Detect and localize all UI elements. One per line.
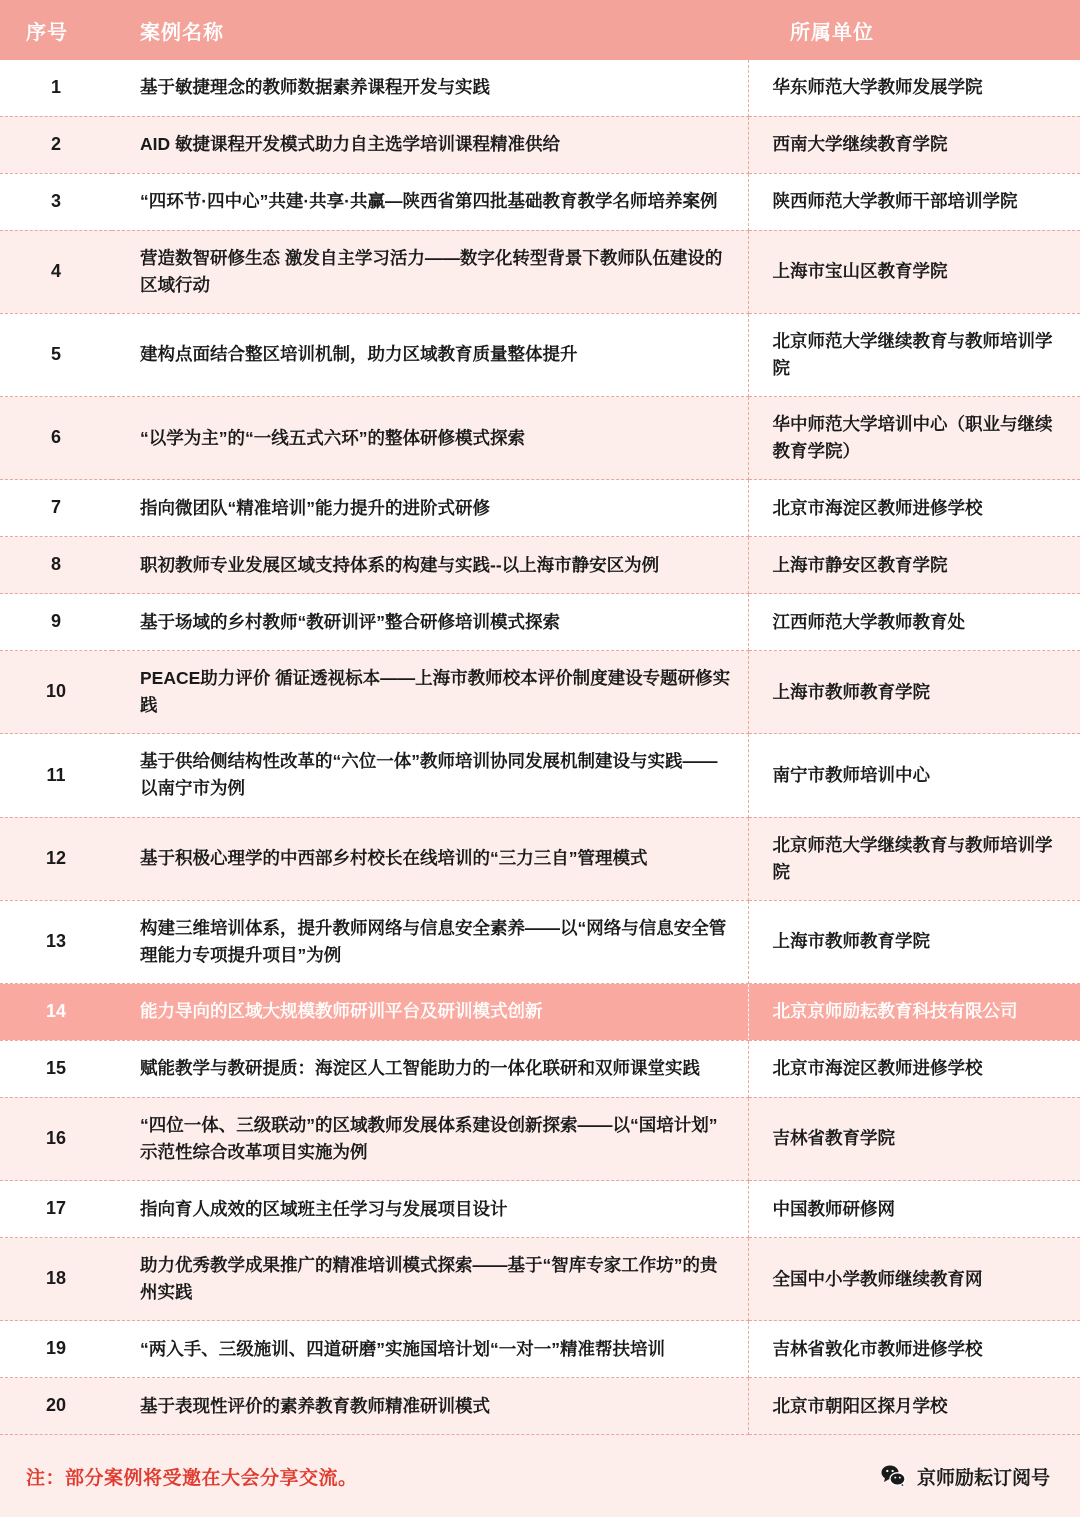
cell-case-name: 能力导向的区域大规模教师研训平台及研训模式创新 — [112, 984, 748, 1041]
table-row — [0, 1040, 1080, 1097]
table-header-row — [0, 0, 1080, 60]
cell-unit: 上海市教师教育学院 — [748, 900, 1080, 983]
table-row — [0, 1378, 1080, 1435]
cell-index: 20 — [0, 1378, 112, 1435]
cell-unit: 上海市静安区教育学院 — [748, 537, 1080, 594]
cell-case-name: 职初教师专业发展区域支持体系的构建与实践--以上海市静安区为例 — [112, 537, 748, 594]
table-row — [0, 1181, 1080, 1238]
cell-index: 8 — [0, 537, 112, 594]
cell-unit: 江西师范大学教师教育处 — [748, 594, 1080, 651]
cell-index: 15 — [0, 1040, 112, 1097]
cell-case-name: 赋能教学与教研提质：海淀区人工智能助力的一体化联研和双师课堂实践 — [112, 1040, 748, 1097]
cell-case-name: 助力优秀教学成果推广的精准培训模式探索——基于“智库专家工作坊”的贵州实践 — [112, 1238, 748, 1321]
cell-index: 17 — [0, 1181, 112, 1238]
column-header-case-name: 案例名称 — [112, 0, 748, 60]
cell-index: 3 — [0, 173, 112, 230]
cell-index: 10 — [0, 651, 112, 734]
table-row — [0, 230, 1080, 313]
column-header-index: 序号 — [0, 0, 112, 60]
page-footer — [0, 1435, 1080, 1517]
cell-unit: 全国中小学教师继续教育网 — [748, 1238, 1080, 1321]
cell-case-name: PEACE助力评价 循证透视标本——上海市教师校本评价制度建设专题研修实践 — [112, 651, 748, 734]
cell-index: 19 — [0, 1321, 112, 1378]
cell-case-name: 指向微团队“精准培训”能力提升的进阶式研修 — [112, 480, 748, 537]
cell-unit: 华中师范大学培训中心（职业与继续教育学院） — [748, 397, 1080, 480]
cell-unit: 北京师范大学继续教育与教师培训学院 — [748, 313, 1080, 396]
cell-unit: 上海市教师教育学院 — [748, 651, 1080, 734]
table-header — [0, 0, 1080, 60]
cell-index: 14 — [0, 984, 112, 1041]
table-row — [0, 173, 1080, 230]
cell-case-name: AID 敏捷课程开发模式助力自主选学培训课程精准供给 — [112, 116, 748, 173]
column-header-unit: 所属单位 — [748, 0, 1080, 60]
cell-unit: 陕西师范大学教师干部培训学院 — [748, 173, 1080, 230]
wechat-icon — [879, 1462, 907, 1490]
cell-case-name: “以学为主”的“一线五式六环”的整体研修模式探索 — [112, 397, 748, 480]
cell-unit: 吉林省敦化市教师进修学校 — [748, 1321, 1080, 1378]
cell-index: 7 — [0, 480, 112, 537]
table-row — [0, 480, 1080, 537]
cell-index: 11 — [0, 734, 112, 817]
cell-unit: 西南大学继续教育学院 — [748, 116, 1080, 173]
cell-unit: 北京市海淀区教师进修学校 — [748, 1040, 1080, 1097]
table-row — [0, 984, 1080, 1041]
cell-unit: 北京市朝阳区探月学校 — [748, 1378, 1080, 1435]
cell-case-name: 指向育人成效的区域班主任学习与发展项目设计 — [112, 1181, 748, 1238]
table-row — [0, 60, 1080, 116]
table-row — [0, 537, 1080, 594]
cell-unit: 华东师范大学教师发展学院 — [748, 60, 1080, 116]
cell-case-name: 基于供给侧结构性改革的“六位一体”教师培训协同发展机制建设与实践——以南宁市为例 — [112, 734, 748, 817]
cell-case-name: 构建三维培训体系，提升教师网络与信息安全素养——以“网络与信息安全管理能力专项提升项目”为例 — [112, 900, 748, 983]
cell-index: 13 — [0, 900, 112, 983]
table-row — [0, 1238, 1080, 1321]
cell-case-name: 基于敏捷理念的教师数据素养课程开发与实践 — [112, 60, 748, 116]
table-body — [0, 60, 1080, 1435]
footer-brand-label: 京师励耘订阅号 — [916, 1467, 1050, 1489]
cell-index: 6 — [0, 397, 112, 480]
cell-index: 4 — [0, 230, 112, 313]
cell-index: 1 — [0, 60, 112, 116]
cell-index: 5 — [0, 313, 112, 396]
table-row — [0, 116, 1080, 173]
cell-unit: 上海市宝山区教育学院 — [748, 230, 1080, 313]
cell-case-name: 基于表现性评价的素养教育教师精准研训模式 — [112, 1378, 748, 1435]
table-row — [0, 817, 1080, 900]
cell-index: 9 — [0, 594, 112, 651]
table-row — [0, 1321, 1080, 1378]
cell-index: 2 — [0, 116, 112, 173]
cell-case-name: 基于积极心理学的中西部乡村校长在线培训的“三力三自”管理模式 — [112, 817, 748, 900]
cell-unit: 吉林省教育学院 — [748, 1097, 1080, 1180]
cell-unit: 北京京师励耘教育科技有限公司 — [748, 984, 1080, 1041]
table-row — [0, 594, 1080, 651]
footer-note: 注：部分案例将受邀在大会分享交流。 — [26, 1467, 358, 1489]
table-row — [0, 397, 1080, 480]
cell-case-name: 基于场域的乡村教师“教研训评”整合研修培训模式探索 — [112, 594, 748, 651]
cell-index: 16 — [0, 1097, 112, 1180]
table-row — [0, 651, 1080, 734]
cell-index: 18 — [0, 1238, 112, 1321]
cell-unit: 北京市海淀区教师进修学校 — [748, 480, 1080, 537]
cell-unit: 北京师范大学继续教育与教师培训学院 — [748, 817, 1080, 900]
cell-case-name: 营造数智研修生态 激发自主学习活力——数字化转型背景下教师队伍建设的区域行动 — [112, 230, 748, 313]
footer-brand — [879, 1462, 1050, 1490]
cell-case-name: “四位一体、三级联动”的区域教师发展体系建设创新探索——以“国培计划”示范性综合改革项目实施为例 — [112, 1097, 748, 1180]
table-row — [0, 734, 1080, 817]
table-row — [0, 1097, 1080, 1180]
cell-case-name: “两入手、三级施训、四道研磨”实施国培计划“一对一”精准帮扶培训 — [112, 1321, 748, 1378]
table-row — [0, 900, 1080, 983]
cell-case-name: “四环节·四中心”共建·共享·共赢—陕西省第四批基础教育教学名师培养案例 — [112, 173, 748, 230]
cell-case-name: 建构点面结合整区培训机制，助力区域教育质量整体提升 — [112, 313, 748, 396]
cell-unit: 南宁市教师培训中心 — [748, 734, 1080, 817]
table-row — [0, 313, 1080, 396]
cell-index: 12 — [0, 817, 112, 900]
cell-unit: 中国教师研修网 — [748, 1181, 1080, 1238]
